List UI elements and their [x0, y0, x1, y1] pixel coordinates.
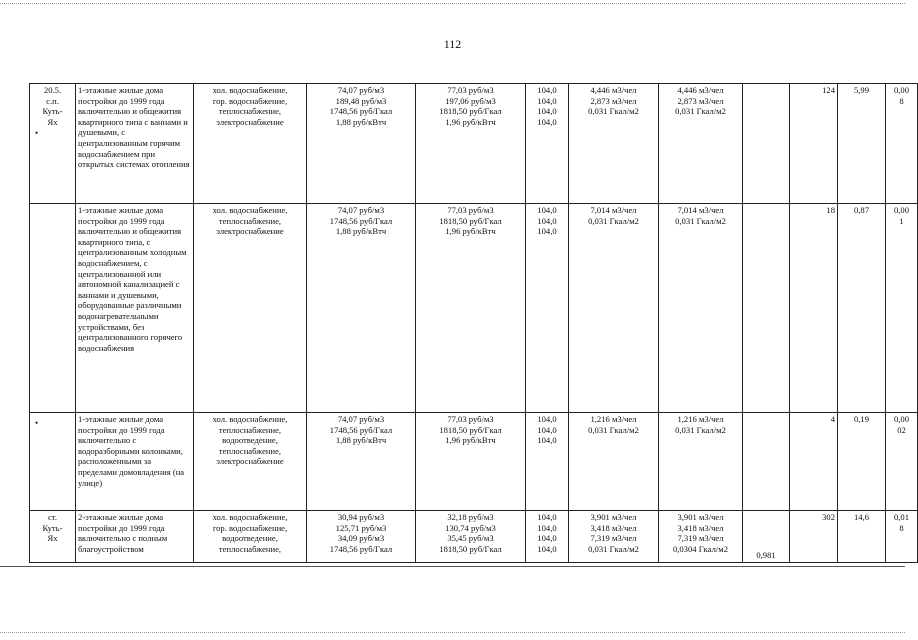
last-value-cell-line: 8	[899, 522, 904, 533]
norms-current-cell-line: 7,319 м3/чел	[590, 533, 637, 544]
tariff-current-cell-line: 1,88 руб/кВтч	[335, 116, 387, 127]
norms-current-cell-line: 3,418 м3/чел	[590, 522, 637, 533]
norms-current-cell-line: 7,014 м3/чел	[590, 205, 637, 215]
services-cell	[194, 413, 307, 511]
housing-type-cell	[76, 204, 194, 413]
tariff-table	[29, 83, 918, 563]
norms-current-cell-line: 0,031 Гкал/м2	[588, 424, 639, 435]
coefficient-cell	[743, 204, 790, 413]
tariff-new-cell-line: 130,74 руб/м3	[445, 522, 496, 533]
tariff-current-cell-line: 1748,56 руб/Гкал	[329, 215, 393, 226]
services-cell-line: водоотведение,	[222, 435, 278, 446]
housing-type-cell-text: 1-этажные жилые дома постройки до 1999 года включительно с водоразборными колонками, расположенными за пределами домовладения (на улице)	[78, 414, 185, 488]
services-cell-line: водоотведение,	[222, 533, 278, 544]
tariff-new-cell-line: 1,96 руб/кВтч	[445, 116, 496, 127]
last-value-cell-line: 02	[897, 424, 906, 435]
norms-new-cell	[659, 84, 743, 204]
services-cell-line: хол. водоснабжение,	[212, 414, 288, 424]
tariff-new-cell	[416, 413, 526, 511]
norms-current-cell-line: 0,031 Гкал/м2	[588, 106, 639, 117]
norms-new-cell-line: 0,031 Гкал/м2	[675, 106, 726, 117]
share-cell-text: 5,99	[853, 85, 870, 95]
housing-type-cell-text: 1-этажные жилые дома постройки до 1999 года включительно и общежития квартирного типа, с централизованным холодным водоснабжением, с централизованной или автономной канализацией с ваннами и душевыми, оборудованные различными водонагревательными устройствами, без централизованного горячего водоснабжения	[78, 205, 187, 353]
index-cell-line: 104,0	[537, 424, 557, 435]
norms-new-cell-line: 7,319 м3/чел	[677, 533, 724, 544]
tariff-current-cell-line: 74,07 руб/м3	[337, 85, 385, 95]
count-cell-text: 302	[822, 512, 835, 522]
services-cell-line: теплоснабжение,	[218, 106, 282, 117]
last-value-cell-line: 0,00	[893, 85, 910, 95]
index-cell-line: 104,0	[537, 215, 557, 226]
services-cell-line: электроснабжение	[216, 116, 284, 127]
index-cell	[526, 84, 569, 204]
services-cell	[194, 511, 307, 563]
tariff-current-cell-line: 74,07 руб/м3	[337, 205, 385, 215]
table-row	[30, 511, 918, 563]
last-value-cell-line: 0,00	[893, 414, 910, 424]
tariff-current-cell-line: 1748,56 руб/Гкал	[329, 543, 393, 554]
tariff-current-cell	[307, 84, 416, 204]
settlement-code-cell-line: Куть-	[42, 522, 63, 533]
tariff-new-cell-line: 1818,50 руб/Гкал	[439, 424, 502, 435]
index-cell-line: 104,0	[537, 116, 557, 127]
index-cell-line: 104,0	[537, 226, 557, 237]
tariff-new-cell-line: 1818,50 руб/Гкал	[439, 215, 502, 226]
index-cell-line: 104,0	[537, 95, 557, 106]
settlement-code-cell	[30, 511, 76, 563]
services-cell-line: хол. водоснабжение,	[212, 205, 288, 215]
index-cell-line: 104,0	[537, 85, 557, 95]
tariff-current-cell-line: 1748,56 руб/Гкал	[329, 106, 393, 117]
share-cell-text: 0,19	[853, 414, 870, 424]
services-cell	[194, 204, 307, 413]
margin-mark: •	[35, 128, 39, 138]
norms-current-cell-line: 2,873 м3/чел	[590, 95, 637, 106]
settlement-code-cell-line: с.п.	[46, 95, 59, 106]
norms-current-cell-line: 4,446 м3/чел	[590, 85, 637, 95]
table-row	[30, 413, 918, 511]
tariff-new-cell	[416, 84, 526, 204]
tariff-current-cell-line: 74,07 руб/м3	[337, 414, 385, 424]
settlement-code-cell	[30, 84, 76, 204]
settlement-code-cell-line: Куть-	[42, 106, 63, 117]
index-cell-line: 104,0	[537, 414, 557, 424]
norms-current-cell	[569, 511, 659, 563]
housing-type-cell-text: 1-этажные жилые дома постройки до 1999 года включительно и общежития квартирного типа с ваннами и душевыми, с централизованным горячим водоснабжением при открытых системах отопления	[78, 85, 190, 170]
housing-type-cell-text: 2-этажные жилые дома постройки до 1999 года включительно с полным благоустройством	[78, 512, 168, 554]
last-value-cell	[886, 84, 918, 204]
norms-current-cell	[569, 204, 659, 413]
tariff-new-cell-line: 1,96 руб/кВтч	[445, 435, 496, 446]
services-cell-line: теплоснабжение,	[218, 215, 282, 226]
services-cell-line: хол. водоснабжение,	[212, 85, 288, 95]
tariff-current-cell-line: 125,71 руб/м3	[335, 522, 387, 533]
tariff-new-cell	[416, 511, 526, 563]
bottom-scan-edge	[0, 632, 905, 633]
norms-new-cell-line: 1,216 м3/чел	[677, 414, 724, 424]
norms-new-cell-line: 0,031 Гкал/м2	[675, 424, 726, 435]
services-cell-line: теплоснабжение,	[218, 424, 282, 435]
services-cell-line: гор. водоснабжение,	[212, 522, 288, 533]
norms-current-cell	[569, 413, 659, 511]
tariff-new-cell-line: 35,45 руб/м3	[447, 533, 494, 544]
last-value-cell-line: 0,00	[893, 205, 910, 215]
settlement-code-cell-line: 20.5.	[43, 85, 62, 95]
norms-current-cell-line: 3,901 м3/чел	[590, 512, 637, 522]
norms-new-cell	[659, 413, 743, 511]
tariff-new-cell-line: 77,03 руб/м3	[447, 414, 494, 424]
tariff-new-cell-line: 1,96 руб/кВтч	[445, 226, 496, 237]
margin-mark: •	[35, 418, 39, 428]
norms-current-cell-line: 1,216 м3/чел	[590, 414, 637, 424]
coefficient-cell	[743, 511, 790, 563]
norms-new-cell	[659, 204, 743, 413]
count-cell-text: 4	[830, 414, 835, 424]
housing-type-cell	[76, 84, 194, 204]
norms-new-cell-line: 0,0304 Гкал/м2	[672, 543, 729, 554]
index-cell-line: 104,0	[537, 512, 557, 522]
norms-new-cell-line: 3,901 м3/чел	[677, 512, 724, 522]
coefficient-cell	[743, 84, 790, 204]
index-cell-line: 104,0	[537, 205, 557, 215]
norms-new-cell-line: 2,873 м3/чел	[677, 95, 724, 106]
count-cell	[790, 413, 838, 511]
index-cell-line: 104,0	[537, 435, 557, 446]
index-cell-line: 104,0	[537, 106, 557, 117]
count-cell	[790, 511, 838, 563]
settlement-code-cell	[30, 204, 76, 413]
index-cell-line: 104,0	[537, 533, 557, 544]
tariff-new-cell-line: 32,18 руб/м3	[447, 512, 494, 522]
index-cell	[526, 413, 569, 511]
tariff-new-cell-line: 77,03 руб/м3	[447, 205, 494, 215]
last-value-cell	[886, 204, 918, 413]
count-cell-text: 18	[826, 205, 835, 215]
settlement-code-cell-line: ст.	[47, 512, 58, 522]
services-cell-line: теплоснабжение,	[218, 445, 282, 456]
norms-new-cell-line: 3,418 м3/чел	[677, 522, 724, 533]
norms-new-cell-line: 0,031 Гкал/м2	[675, 215, 726, 226]
norms-current-cell-line: 0,031 Гкал/м2	[588, 215, 639, 226]
services-cell-line: теплоснабжение,	[218, 543, 282, 554]
index-cell-line: 104,0	[537, 522, 557, 533]
tariff-current-cell	[307, 413, 416, 511]
settlement-code-cell-line: Ях	[47, 533, 58, 544]
tariff-current-cell-line: 1,88 руб/кВтч	[335, 226, 387, 237]
index-cell	[526, 204, 569, 413]
top-scan-edge	[0, 3, 905, 4]
page-cut-line	[0, 566, 905, 567]
tariff-new-cell-line: 77,03 руб/м3	[447, 85, 494, 95]
tariff-new-cell-line: 197,06 руб/м3	[445, 95, 496, 106]
share-cell	[838, 413, 886, 511]
tariff-current-cell-line: 1,88 руб/кВтч	[335, 435, 387, 446]
norms-new-cell-line: 7,014 м3/чел	[677, 205, 724, 215]
last-value-cell	[886, 511, 918, 563]
norms-current-cell-line: 0,031 Гкал/м2	[588, 543, 639, 554]
count-cell	[790, 204, 838, 413]
last-value-cell-line: 8	[899, 95, 904, 106]
tariff-current-cell-line: 34,09 руб/м3	[337, 533, 385, 544]
last-value-cell	[886, 413, 918, 511]
index-cell-line: 104,0	[537, 543, 557, 554]
count-cell-text: 124	[822, 85, 835, 95]
last-value-cell-line: 0,01	[893, 512, 910, 522]
tariff-current-cell	[307, 204, 416, 413]
tariff-current-cell-line: 30,94 руб/м3	[337, 512, 385, 522]
share-cell-text: 14,6	[853, 512, 870, 522]
tariff-new-cell-line: 1818,50 руб/Гкал	[439, 106, 502, 117]
last-value-cell-line: 1	[899, 215, 904, 226]
tariff-current-cell	[307, 511, 416, 563]
housing-type-cell	[76, 511, 194, 563]
tariff-new-cell	[416, 204, 526, 413]
table-row	[30, 204, 918, 413]
share-cell	[838, 511, 886, 563]
settlement-code-cell-line: Ях	[47, 116, 58, 127]
services-cell	[194, 84, 307, 204]
share-cell-text: 0,87	[853, 205, 870, 215]
page-number: 112	[443, 37, 462, 51]
coefficient-cell	[743, 413, 790, 511]
index-cell	[526, 511, 569, 563]
services-cell-line: электроснабжение	[216, 456, 284, 467]
norms-new-cell-line: 4,446 м3/чел	[677, 85, 724, 95]
norms-current-cell	[569, 84, 659, 204]
services-cell-line: хол. водоснабжение,	[212, 512, 288, 522]
share-cell	[838, 204, 886, 413]
tariff-new-cell-line: 1818,50 руб/Гкал	[439, 543, 502, 554]
tariff-current-cell-line: 1748,56 руб/Гкал	[329, 424, 393, 435]
share-cell	[838, 84, 886, 204]
tariff-current-cell-line: 189,48 руб/м3	[335, 95, 387, 106]
count-cell	[790, 84, 838, 204]
housing-type-cell	[76, 413, 194, 511]
table-row	[30, 84, 918, 204]
services-cell-line: гор. водоснабжение,	[212, 95, 288, 106]
norms-new-cell	[659, 511, 743, 563]
coefficient-cell-text: 0,981	[756, 550, 776, 561]
services-cell-line: электроснабжение	[216, 226, 284, 237]
